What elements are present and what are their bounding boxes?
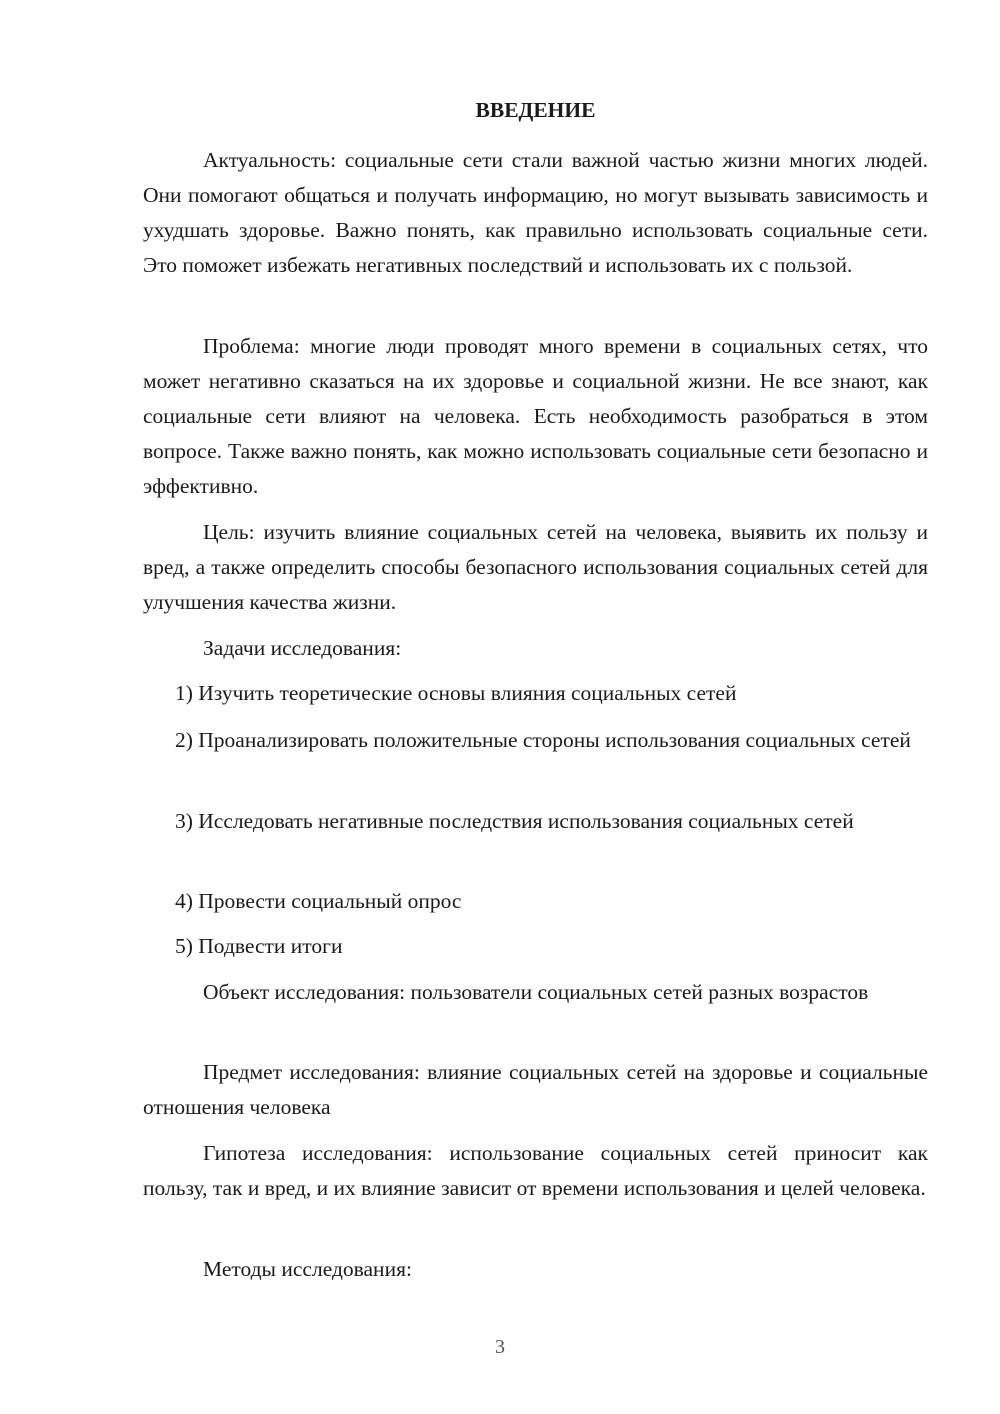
page-title: ВВЕДЕНИЕ bbox=[475, 98, 596, 122]
paragraph-object: Объект исследования: пользователи социальных сетей разных возрастов bbox=[203, 980, 869, 1004]
tasks-title: Задачи исследования: bbox=[203, 636, 402, 660]
task-item-1: 1) Изучить теоретические основы влияния социальных сетей bbox=[175, 681, 737, 705]
paragraph-relevance: Актуальность: социальные сети стали важной частью жизни многих людей. Они помогают общаться и получать информацию, но могут вызывать зависимость и ухудшать здоровье. Важно понять, как правильно использовать социальные сети. Это поможет избежать негативных последствий и использовать их с пользой. bbox=[143, 148, 928, 277]
paragraph-goal: Цель: изучить влияние социальных сетей на человека, выявить их пользу и вред, а также определить способы безопасного использования социальных сетей для улучшения качества жизни. bbox=[143, 520, 928, 614]
paragraph-problem: Проблема: многие люди проводят много времени в социальных сетях, что может негативно сказаться на их здоровье и социальной жизни. Не все знают, как социальные сети влияют на человека. Есть необходимость разобраться в этом вопросе. Также важно понять, как можно использовать социальные сети безопасно и эффективно. bbox=[143, 334, 928, 498]
task-item-5: 5) Подвести итоги bbox=[175, 934, 343, 958]
task-item-3: 3) Исследовать негативные последствия использования социальных сетей bbox=[175, 809, 854, 833]
task-item-2: 2) Проанализировать положительные стороны использования социальных сетей bbox=[175, 728, 911, 752]
paragraph-hypothesis: Гипотеза исследования: использование социальных сетей приносит как пользу, так и вред, и их влияние зависит от времени использования и целей человека. bbox=[143, 1141, 928, 1200]
task-item-4: 4) Провести социальный опрос bbox=[175, 889, 462, 913]
methods-title: Методы исследования: bbox=[203, 1257, 412, 1281]
paragraph-subject: Предмет исследования: влияние социальных сетей на здоровье и социальные отношения человека bbox=[143, 1060, 928, 1119]
page-number: 3 bbox=[495, 1336, 505, 1358]
